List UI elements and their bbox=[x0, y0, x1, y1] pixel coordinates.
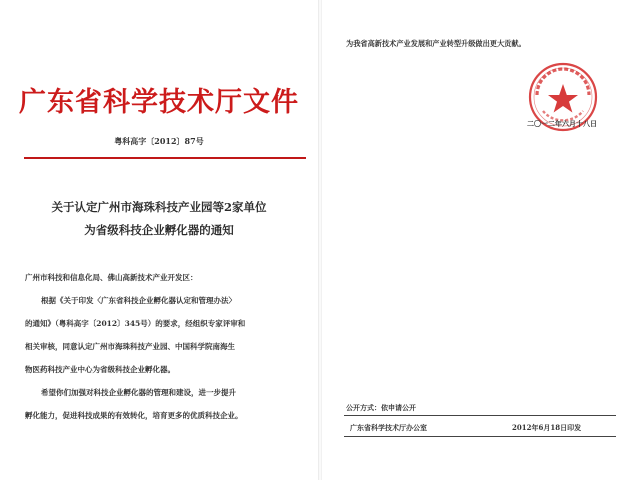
body-paragraph-line: 相关审核，同意认定广州市海珠科技产业园、中国科学院南海生 bbox=[25, 342, 235, 351]
document-title: 广东省科学技术厅文件 bbox=[19, 87, 299, 118]
document-page-right bbox=[322, 0, 639, 480]
closing-sentence: 为我省高新技术产业发展和产业转型升级做出更大贡献。 bbox=[346, 39, 526, 48]
signature-date: 二〇一二年六月十八日 bbox=[527, 119, 597, 128]
body-paragraph-line: 物医药科技产业中心为省级科技企业孵化器。 bbox=[25, 365, 175, 374]
red-divider-line bbox=[24, 157, 306, 159]
document-number: 粤科高字〔2012〕87号 bbox=[114, 136, 204, 146]
footer-divider-top bbox=[344, 415, 616, 416]
body-paragraph-line: 孵化能力，促进科技成果的有效转化，培育更多的优质科技企业。 bbox=[25, 411, 243, 420]
body-paragraph-line: 的通知》（粤科高字〔2012〕345号）的要求，经组织专家评审和 bbox=[25, 319, 246, 328]
body-paragraph-line: 根据《关于印发〈广东省科技企业孵化器认定和管理办法〉 bbox=[41, 296, 236, 305]
document-page-left bbox=[0, 0, 318, 480]
footer-divider-bottom bbox=[344, 436, 616, 437]
disclosure-method: 公开方式：依申请公开 bbox=[346, 403, 416, 412]
notice-title-line-2: 为省级科技企业孵化器的通知 bbox=[84, 223, 234, 237]
print-date: 2012年6月18日印发 bbox=[512, 423, 582, 432]
body-paragraph-line: 希望你们加强对科技企业孵化器的管理和建设，进一步提升 bbox=[41, 388, 236, 397]
issuing-office: 广东省科学技术厅办公室 bbox=[350, 423, 427, 432]
addressee: 广州市科技和信息化局、佛山高新技术产业开发区： bbox=[25, 273, 198, 282]
notice-title-line-1: 关于认定广州市海珠科技产业园等2家单位 bbox=[51, 200, 267, 214]
